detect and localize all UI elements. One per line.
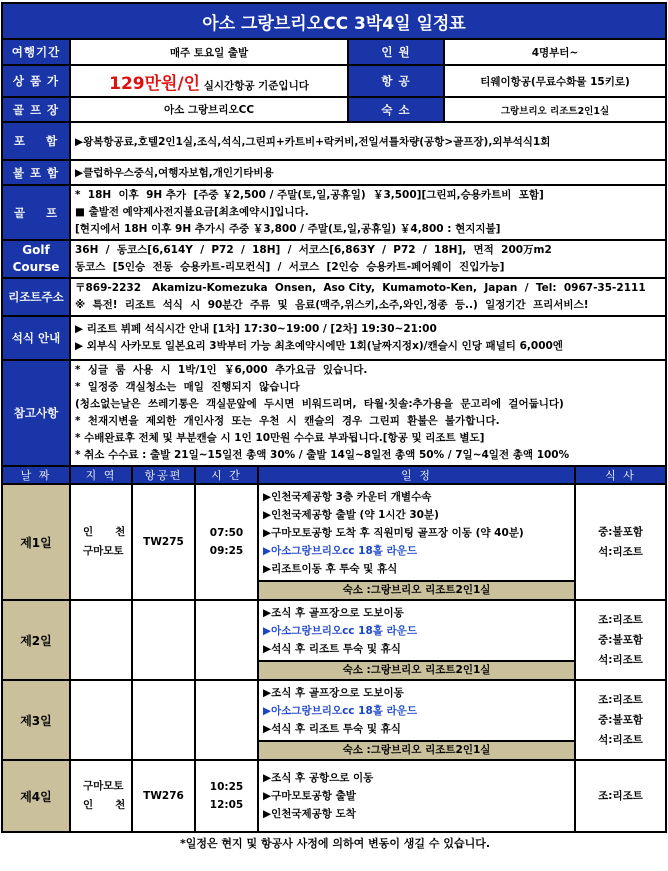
day-row bbox=[2, 600, 666, 680]
people-label: 인 원 bbox=[348, 39, 444, 65]
region-name: 인 천 bbox=[83, 526, 126, 538]
time-cell bbox=[195, 680, 258, 760]
itinerary-item: ▶조식 후 공항으로 이동 bbox=[263, 772, 374, 784]
itinerary-lines bbox=[259, 761, 574, 831]
meal-item: 중:불포함 bbox=[598, 526, 643, 538]
note-line: * 일정중 객실청소는 매일 진행되지 않습니다 bbox=[75, 381, 300, 393]
dinner-line: ▶ 외부식 사카모토 일본요리 3박부터 가능 최초예약시에만 1회(날짜지정x)/캔슬시 인당 패널티 6,000엔 bbox=[75, 340, 563, 352]
course-lines bbox=[70, 240, 666, 278]
itinerary-cell bbox=[258, 600, 575, 680]
meal-item: 석:리조트 bbox=[598, 654, 643, 666]
meals-cell bbox=[575, 484, 666, 600]
exclude-label: 불 포 함 bbox=[2, 160, 70, 185]
period-label: 여행기간 bbox=[2, 39, 70, 65]
golf-course-value: 아소 그랑브리오CC bbox=[70, 97, 348, 122]
region-cell bbox=[70, 484, 132, 600]
price-note: 실시간항공 기준입니다 bbox=[203, 79, 309, 92]
meal-item: 중:불포함 bbox=[598, 714, 643, 726]
header-meals: 식 사 bbox=[575, 466, 666, 484]
meal-item: 석:리조트 bbox=[598, 546, 643, 558]
accommodation-bar: 숙소 :그랑브리오 리조트2인1실 bbox=[259, 580, 574, 599]
schedule-table bbox=[1, 465, 667, 833]
course-label: Golf Course bbox=[2, 240, 70, 278]
airline-label: 항 공 bbox=[348, 65, 444, 97]
itinerary-lines bbox=[259, 485, 574, 580]
address-lines bbox=[70, 278, 666, 316]
people-value: 4명부터~ bbox=[444, 39, 666, 65]
region-name: 구마모토 bbox=[83, 780, 124, 792]
itinerary-item: ▶아소그랑브리오cc 18홀 라운드 bbox=[263, 625, 418, 637]
itinerary-item: ▶조식 후 골프장으로 도보이동 bbox=[263, 607, 404, 619]
itinerary-lines bbox=[259, 681, 574, 740]
golf-fee-line: [현지에서 18H 이후 9H 추가시 주중 ￥3,800 / 주말(토,일,공휴일) ￥4,800 : 현지지불] bbox=[75, 223, 501, 235]
day-label: 제2일 bbox=[2, 600, 70, 680]
meals-cell bbox=[575, 760, 666, 832]
note-line: * 싱글 룸 사용 시 1박/1인 ￥6,000 추가요금 있습니다. bbox=[75, 364, 368, 376]
golf-course-label: 골 프 장 bbox=[2, 97, 70, 122]
dinner-line: ▶ 리조트 뷔페 석식시간 안내 [1차] 17:30~19:00 / [2차] 19:30~21:00 bbox=[75, 323, 437, 335]
price-label: 상 품 가 bbox=[2, 65, 70, 97]
header-date: 날 짜 bbox=[2, 466, 70, 484]
accommodation-bar: 숙소 :그랑브리오 리조트2인1실 bbox=[259, 660, 574, 679]
itinerary-item: ▶석식 후 리조트 투숙 및 휴식 bbox=[263, 643, 401, 655]
note-line: * 천재지변을 제외한 개인사정 또는 우천 시 캔슬의 경우 그린피 환불은 불가합니다. bbox=[75, 415, 500, 427]
exclude-value: ▶클럽하우스중식,여행자보험,개인기타비용 bbox=[70, 160, 666, 185]
time-cell bbox=[195, 760, 258, 832]
dinner-lines bbox=[70, 316, 666, 360]
itinerary-lines bbox=[259, 601, 574, 660]
day-row bbox=[2, 680, 666, 760]
header-region: 지 역 bbox=[70, 466, 132, 484]
golf-fee-label: 골 프 bbox=[2, 185, 70, 240]
itinerary-item: ▶구마모토공항 도착 후 직원미팅 골프장 이동 (약 40분) bbox=[263, 527, 524, 539]
time-value: 07:50 bbox=[209, 527, 244, 539]
day-label: 제3일 bbox=[2, 680, 70, 760]
header-flight: 항공편 bbox=[132, 466, 195, 484]
header-itinerary: 일 정 bbox=[258, 466, 575, 484]
note-line: * 수배완료후 전체 및 부분캔슬 시 1인 10만원 수수료 부과됩니다.[항공 및 리조트 별도] bbox=[75, 432, 485, 444]
day-label: 제1일 bbox=[2, 484, 70, 600]
price-value: 129만원/인 bbox=[109, 73, 201, 94]
itinerary-cell bbox=[258, 760, 575, 832]
itinerary-item: ▶인천국제공항 출발 (약 1시간 30분) bbox=[263, 509, 439, 521]
hotel-label: 숙 소 bbox=[348, 97, 444, 122]
hotel-value: 그랑브리오 리조트2인1실 bbox=[444, 97, 666, 122]
time-cell bbox=[195, 600, 258, 680]
footer-note: *일정은 현지 및 항공사 사정에 의하여 변동이 생길 수 있습니다. bbox=[179, 837, 491, 850]
course-line: 36H / 동코스[6,614Y / P72 / 18H] / 서코스[6,863Y / P72 / 18H], 면적 200万m2 bbox=[75, 244, 552, 256]
itinerary-document bbox=[1, 0, 667, 851]
day-row bbox=[2, 484, 666, 600]
region-name: 인 천 bbox=[83, 799, 126, 811]
note-line: (청소없는날은 쓰레기통은 객실문앞에 두시면 비워드리며, 타월·칫솔:추가용을 문고리에 걸어둡니다) bbox=[75, 398, 564, 410]
region-cell bbox=[70, 600, 132, 680]
include-value: ▶왕복항공료,호텔2인1실,조식,석식,그린피+카트비+락커비,전일셔틀차량(공항>골프장),외부석식1회 bbox=[70, 122, 666, 160]
flight-number: TW275 bbox=[132, 484, 195, 600]
header-time: 시 간 bbox=[195, 466, 258, 484]
region-name: 구마모토 bbox=[83, 545, 124, 557]
dinner-label: 석식 안내 bbox=[2, 316, 70, 360]
time-value: 12:05 bbox=[209, 799, 244, 811]
itinerary-item: ▶석식 후 리조트 투숙 및 휴식 bbox=[263, 723, 401, 735]
notes-label: 참고사항 bbox=[2, 360, 70, 466]
period-value: 매주 토요일 출발 bbox=[70, 39, 348, 65]
airline-value: 티웨이항공(무료수화물 15키로) bbox=[444, 65, 666, 97]
address-line: 〒869-2232 Akamizu-Komezuka Onsen, Aso City, Kumamoto-Ken, Japan / Tel: 0967-35-2111 bbox=[75, 282, 646, 294]
meal-item: 조:리조트 bbox=[598, 694, 643, 706]
time-cell bbox=[195, 484, 258, 600]
golf-fee-line: ■ 출발전 예약제사전지불요금[최초예약시]입니다. bbox=[75, 206, 309, 218]
itinerary-item: ▶구마모토공항 출발 bbox=[263, 790, 356, 802]
itinerary-cell bbox=[258, 484, 575, 600]
page-title: 아소 그랑브리오CC 3박4일 일정표 bbox=[2, 3, 666, 39]
info-table bbox=[1, 2, 667, 467]
meal-item: 석:리조트 bbox=[598, 734, 643, 746]
meal-item: 중:불포함 bbox=[598, 634, 643, 646]
time-value: 10:25 bbox=[209, 781, 244, 793]
itinerary-item: ▶리조트이동 후 투숙 및 휴식 bbox=[263, 563, 398, 575]
schedule-header bbox=[2, 466, 666, 484]
price-cell bbox=[70, 65, 348, 97]
day-label: 제4일 bbox=[2, 760, 70, 832]
itinerary-item: ▶조식 후 골프장으로 도보이동 bbox=[263, 687, 404, 699]
meals-cell bbox=[575, 600, 666, 680]
meal-item: 조:리조트 bbox=[598, 614, 643, 626]
golf-fee-lines bbox=[70, 185, 666, 240]
accommodation-bar: 숙소 :그랑브리오 리조트2인1실 bbox=[259, 740, 574, 759]
flight-number: TW276 bbox=[132, 760, 195, 832]
region-cell bbox=[70, 760, 132, 832]
day-row bbox=[2, 760, 666, 832]
itinerary-item: ▶인천국제공항 3층 카운터 개별수속 bbox=[263, 491, 432, 503]
itinerary-item: ▶아소그랑브리오cc 18홀 라운드 bbox=[263, 545, 418, 557]
course-line: 동코스 [5인승 전동 승용카트-리모컨식] / 서코스 [2인승 승용카트-페어웨이 진입가능] bbox=[75, 261, 505, 273]
itinerary-item: ▶인천국제공항 도착 bbox=[263, 808, 356, 820]
flight-number bbox=[132, 680, 195, 760]
time-value: 09:25 bbox=[209, 545, 244, 557]
address-line: ※ 특전! 리조트 석식 시 90분간 주류 및 음료(맥주,위스키,소주,와인,정종 등..) 일정기간 프리서비스! bbox=[75, 299, 589, 311]
flight-number bbox=[132, 600, 195, 680]
meal-item: 조:리조트 bbox=[598, 790, 643, 802]
region-cell bbox=[70, 680, 132, 760]
notes-lines bbox=[70, 360, 666, 466]
itinerary-cell bbox=[258, 680, 575, 760]
meals-cell bbox=[575, 680, 666, 760]
note-line: * 취소 수수료 : 출발 21일~15일전 총액 30% / 출발 14일~8일전 총액 50% / 7일~4일전 총액 100% bbox=[75, 449, 570, 461]
address-label: 리조트주소 bbox=[2, 278, 70, 316]
golf-fee-line: * 18H 이후 9H 추가 [주중 ￥2,500 / 주말(토,일,공휴일) ￥3,500][그린피,승용카트비 포함] bbox=[75, 189, 544, 201]
include-label: 포 함 bbox=[2, 122, 70, 160]
itinerary-item: ▶아소그랑브리오cc 18홀 라운드 bbox=[263, 705, 418, 717]
